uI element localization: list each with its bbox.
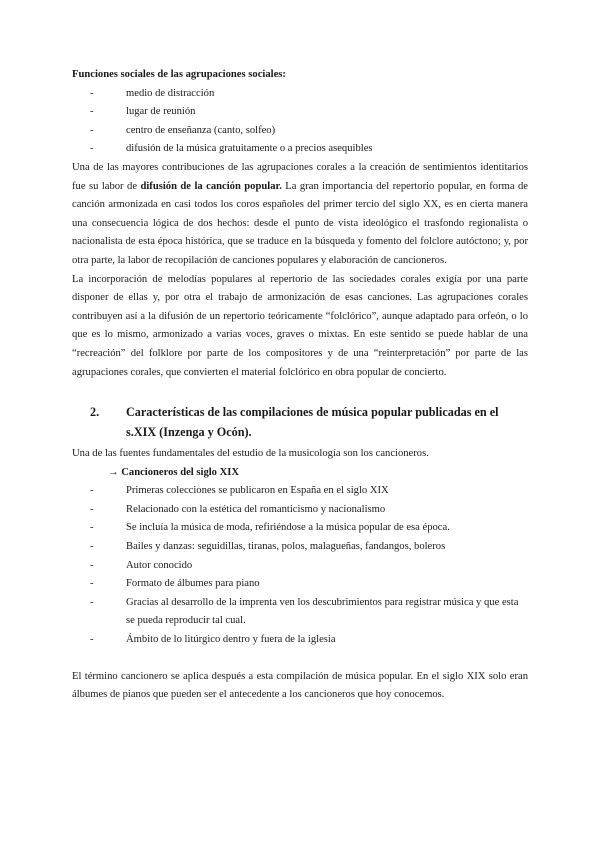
list-item	[90, 103, 528, 122]
bullet-dash: -	[90, 578, 94, 590]
paragraph-text: Una de las mayores contribuciones de las agrupaciones corales a la creación de sentimientos identitarios fue su labor de	[72, 161, 528, 192]
list-item-text: Gracias al desarrollo de la imprenta ven los descubrimientos para registrar música y que esta se pueda reproducir tal cual.	[126, 596, 519, 627]
section-2-title	[90, 402, 528, 442]
bullet-dash: -	[90, 503, 94, 515]
cancioneros-list	[72, 482, 528, 649]
list-item-text: Ámbito de lo litúrgico dentro y fuera de la iglesia	[126, 634, 336, 646]
list-item-text: centro de enseñanza (canto, solfeo)	[126, 124, 276, 136]
bullet-dash: -	[90, 596, 94, 608]
list-item	[90, 140, 528, 159]
paragraph-melodies: La incorporación de melodías populares al repertorio de las sociedades corales exigía por una parte disponer de ellas y, por otra el trabajo de armonización de esas canciones. Las agrupaciones corales contribuyen así a la difusión de un repertorio teóricamente “folclórico”, aunque adaptado para orfeón, o lo que es lo mismo, armonizado a varias voces, graves o mixtas. En este sentido se puede hablar de una “recreación” del folklore por parte de los compositores y de una “reinterpretación” por parte de las agrupaciones corales, que convierten el material folclórico en obra popular de concierto.	[72, 273, 528, 378]
list-item	[90, 557, 528, 576]
list-item-text: difusión de la música gratuitamente o a precios asequibles	[126, 143, 373, 155]
paragraph-text: La gran importancia del repertorio popular, en forma de canción armonizada en casi todos los coros españoles del primer tercio del siglo XX, es en cierta manera una consecuencia lógica de dos hechos: desde el punto de vista ideológico el trasfondo regionalista o nacionalista de esta época histórica, que se traduce en la búsqueda y fomento del folclore autóctono; y, por otra parte, la labor de recopilación de canciones populares y elaboración de cancioneros.	[72, 180, 528, 266]
list-item	[90, 575, 528, 594]
list-item-text: lugar de reunión	[126, 106, 196, 118]
document-page	[72, 62, 528, 705]
bullet-dash: -	[90, 106, 94, 118]
list-item-text: Primeras colecciones se publicaron en España en el siglo XIX	[126, 485, 389, 497]
closing-paragraph: El término cancionero se aplica después a esta compilación de música popular. En el siglo XIX solo eran álbumes de pianos que pueden ser el antecedente a los cancioneros que hoy conocemos.	[72, 670, 528, 701]
list-item	[90, 519, 528, 538]
emphasis-text: difusión de la canción popular.	[140, 180, 282, 192]
list-item	[90, 538, 528, 557]
bullet-dash: -	[90, 87, 94, 99]
list-item	[90, 482, 528, 501]
subheading-cancioneros: → Cancioneros del siglo XIX	[108, 466, 240, 478]
list-item-text: Autor conocido	[126, 559, 193, 571]
list-item	[90, 122, 528, 141]
list-item	[90, 631, 528, 650]
bullet-dash: -	[90, 124, 94, 136]
list-item-text: Se incluía la música de moda, refiriéndose a la música popular de esa época.	[126, 522, 450, 534]
list-item-text: medio de distracción	[126, 87, 215, 99]
list-item	[90, 85, 528, 104]
list-item	[90, 594, 528, 631]
bullet-dash: -	[90, 522, 94, 534]
functions-list	[72, 85, 528, 159]
paragraph-spacer	[72, 650, 528, 668]
bullet-dash: -	[90, 485, 94, 497]
list-item	[90, 501, 528, 520]
bullet-dash: -	[90, 559, 94, 571]
section-title-text: Características de las compilaciones de música popular publicadas en el s.XIX (Inzenga y Ocón).	[126, 405, 499, 440]
list-item-text: Relacionado con la estética del romanticismo y nacionalismo	[126, 503, 386, 515]
functions-heading: Funciones sociales de las agrupaciones sociales:	[72, 69, 286, 80]
paragraph-popular-song	[72, 159, 528, 271]
bullet-dash: -	[90, 541, 94, 553]
list-item-text: Formato de álbumes para piano	[126, 578, 260, 590]
section-number: 2.	[90, 405, 100, 420]
bullet-dash: -	[90, 634, 94, 646]
bullet-dash: -	[90, 143, 94, 155]
section-intro: Una de las fuentes fundamentales del estudio de la musicología son los cancioneros.	[72, 448, 429, 460]
list-item-text: Bailes y danzas: seguidillas, tiranas, polos, malagueñas, fandangos, boleros	[126, 541, 446, 553]
